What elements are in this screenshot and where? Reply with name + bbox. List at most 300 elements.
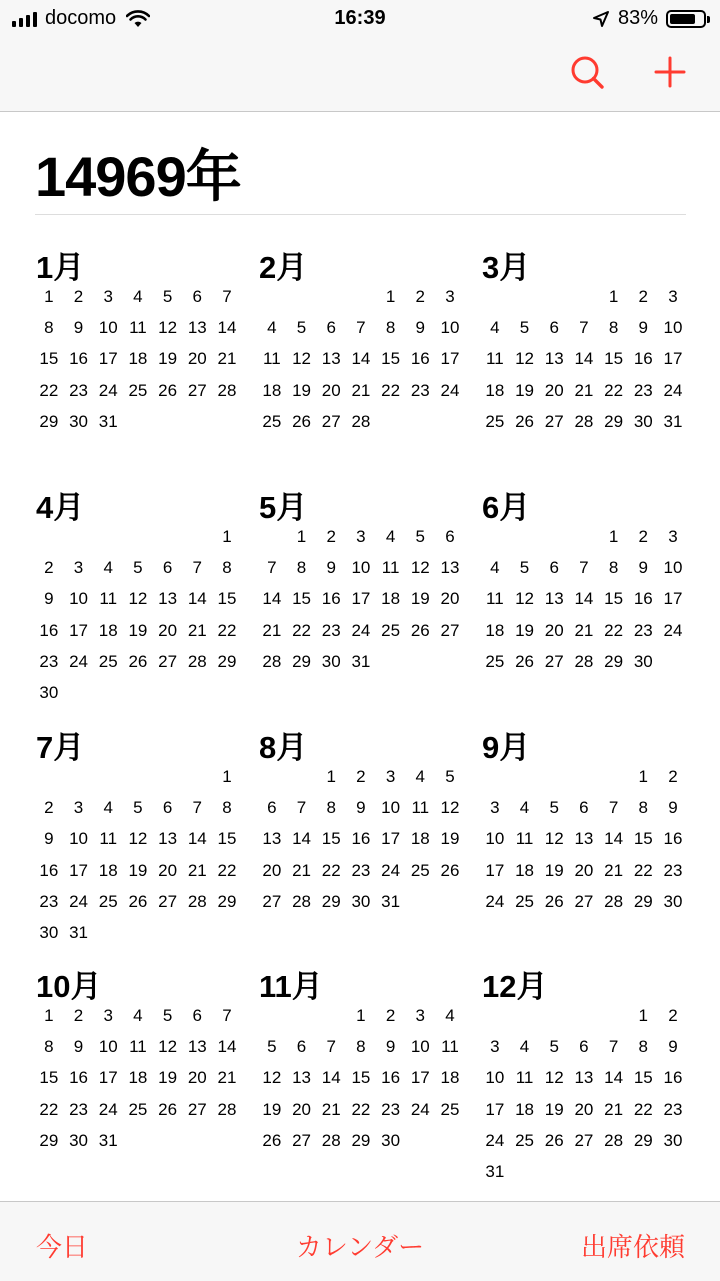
month-february[interactable]	[257, 250, 477, 437]
day-cell[interactable]: 2	[44, 558, 54, 578]
day-cell[interactable]: 7	[579, 318, 589, 338]
day-cell[interactable]: 21	[574, 620, 594, 640]
day-cell[interactable]: 29	[604, 651, 624, 671]
month-november[interactable]	[257, 969, 477, 1156]
day-cell[interactable]: 10	[663, 558, 683, 578]
day-cell[interactable]: 5	[549, 798, 559, 818]
month-march[interactable]	[480, 250, 700, 437]
day-cell[interactable]: 22	[39, 380, 59, 400]
day-cell[interactable]: 22	[217, 620, 237, 640]
day-cell[interactable]: 10	[98, 318, 118, 338]
day-cell[interactable]: 3	[356, 527, 366, 546]
day-cell[interactable]: 16	[69, 1068, 88, 1088]
day-cell[interactable]: 26	[128, 651, 148, 671]
day-cell[interactable]: 27	[262, 891, 282, 911]
day-cell[interactable]: 23	[39, 891, 59, 911]
day-cell[interactable]: 14	[262, 589, 282, 609]
month-june[interactable]	[480, 490, 700, 677]
day-cell[interactable]: 22	[217, 860, 237, 880]
day-cell[interactable]: 27	[440, 620, 460, 640]
day-cell[interactable]: 12	[544, 1068, 564, 1088]
day-cell[interactable]: 21	[217, 1068, 237, 1088]
day-cell[interactable]: 5	[133, 798, 143, 818]
day-cell[interactable]: 21	[604, 1099, 624, 1119]
day-cell[interactable]: 20	[544, 380, 564, 400]
day-cell[interactable]: 30	[663, 1130, 683, 1150]
day-cell[interactable]: 25	[515, 891, 534, 911]
day-cell[interactable]: 12	[292, 349, 311, 369]
day-cell[interactable]: 17	[485, 1099, 505, 1119]
day-cell[interactable]: 5	[267, 1037, 277, 1057]
day-cell[interactable]: 6	[326, 318, 336, 338]
day-cell[interactable]: 27	[544, 651, 564, 671]
day-cell[interactable]: 4	[133, 287, 143, 306]
day-cell[interactable]: 7	[326, 1037, 336, 1057]
day-cell[interactable]: 21	[262, 620, 282, 640]
day-cell[interactable]: 28	[187, 891, 207, 911]
day-cell[interactable]: 28	[262, 651, 282, 671]
day-cell[interactable]: 12	[515, 589, 534, 609]
day-cell[interactable]: 26	[158, 380, 178, 400]
day-cell[interactable]: 28	[604, 1130, 624, 1150]
day-cell[interactable]: 6	[162, 558, 173, 578]
day-cell[interactable]: 4	[519, 1037, 530, 1057]
day-cell[interactable]: 26	[262, 1130, 282, 1150]
day-cell[interactable]: 3	[385, 767, 396, 786]
day-cell[interactable]: 7	[608, 1037, 619, 1057]
day-cell[interactable]: 9	[668, 798, 678, 818]
day-cell[interactable]: 1	[608, 287, 619, 306]
day-cell[interactable]: 23	[381, 1099, 401, 1119]
day-cell[interactable]: 17	[485, 860, 505, 880]
day-cell[interactable]: 10	[351, 558, 371, 578]
day-cell[interactable]: 2	[44, 798, 54, 818]
day-cell[interactable]: 26	[128, 891, 148, 911]
day-cell[interactable]: 4	[415, 767, 426, 786]
day-cell[interactable]: 6	[549, 318, 559, 338]
day-cell[interactable]: 15	[633, 1068, 653, 1088]
day-cell[interactable]: 5	[133, 558, 143, 578]
day-cell[interactable]: 23	[633, 620, 653, 640]
day-cell[interactable]: 31	[98, 1130, 118, 1150]
day-cell[interactable]: 29	[217, 891, 237, 911]
day-cell[interactable]: 24	[485, 1130, 505, 1150]
day-cell[interactable]: 31	[663, 411, 683, 431]
day-cell[interactable]: 4	[519, 798, 530, 818]
day-cell[interactable]: 30	[69, 1130, 88, 1150]
tab-calendars[interactable]: カレンダー	[295, 1232, 425, 1262]
day-cell[interactable]: 6	[296, 1037, 307, 1057]
day-cell[interactable]: 24	[440, 380, 460, 400]
day-cell[interactable]: 4	[385, 527, 396, 546]
day-cell[interactable]: 1	[296, 527, 307, 546]
day-cell[interactable]: 27	[158, 891, 178, 911]
day-cell[interactable]: 20	[544, 620, 564, 640]
add-event-button[interactable]	[648, 52, 692, 96]
day-cell[interactable]: 22	[604, 380, 624, 400]
day-cell[interactable]: 18	[515, 1099, 534, 1119]
day-cell[interactable]: 8	[222, 558, 232, 578]
day-cell[interactable]: 19	[128, 620, 148, 640]
day-cell[interactable]: 14	[604, 829, 624, 849]
day-cell[interactable]: 23	[69, 380, 88, 400]
day-cell[interactable]: 21	[187, 860, 207, 880]
day-cell[interactable]: 16	[663, 829, 683, 849]
day-cell[interactable]: 2	[668, 1006, 678, 1025]
day-cell[interactable]: 18	[515, 860, 534, 880]
day-cell[interactable]: 9	[44, 829, 54, 849]
day-cell[interactable]: 10	[663, 318, 683, 338]
day-cell[interactable]: 25	[98, 651, 118, 671]
day-cell[interactable]: 31	[69, 922, 88, 942]
day-cell[interactable]: 12	[128, 829, 148, 849]
day-cell[interactable]: 1	[638, 1006, 649, 1025]
day-cell[interactable]: 14	[574, 589, 594, 609]
day-cell[interactable]: 7	[222, 1006, 232, 1025]
day-cell[interactable]: 12	[128, 589, 148, 609]
day-cell[interactable]: 12	[262, 1068, 282, 1088]
day-cell[interactable]: 16	[663, 1068, 683, 1088]
day-cell[interactable]: 22	[381, 380, 401, 400]
day-cell[interactable]: 13	[544, 349, 564, 369]
day-cell[interactable]: 23	[351, 860, 371, 880]
day-cell[interactable]: 21	[351, 380, 371, 400]
day-cell[interactable]: 11	[263, 349, 281, 369]
day-cell[interactable]: 25	[515, 1130, 534, 1150]
day-cell[interactable]: 11	[411, 798, 430, 818]
day-cell[interactable]: 4	[103, 798, 113, 818]
day-cell[interactable]: 8	[44, 318, 54, 338]
day-cell[interactable]: 24	[69, 891, 88, 911]
day-cell[interactable]: 24	[381, 860, 401, 880]
day-cell[interactable]: 27	[544, 411, 564, 431]
day-cell[interactable]: 1	[222, 767, 232, 786]
day-cell[interactable]: 8	[296, 558, 307, 578]
day-cell[interactable]: 6	[579, 1037, 589, 1057]
day-cell[interactable]: 30	[321, 651, 341, 671]
day-cell[interactable]: 16	[410, 349, 430, 369]
day-cell[interactable]: 15	[381, 349, 401, 369]
day-cell[interactable]: 14	[187, 829, 207, 849]
day-cell[interactable]: 5	[162, 287, 173, 306]
day-cell[interactable]: 22	[292, 620, 311, 640]
day-cell[interactable]: 10	[485, 829, 505, 849]
day-cell[interactable]: 22	[39, 1099, 59, 1119]
day-cell[interactable]: 12	[544, 829, 564, 849]
day-cell[interactable]: 28	[217, 380, 237, 400]
day-cell[interactable]: 29	[321, 891, 341, 911]
day-cell[interactable]: 1	[44, 1006, 54, 1025]
day-cell[interactable]: 28	[217, 1099, 237, 1119]
day-cell[interactable]: 26	[515, 411, 534, 431]
day-cell[interactable]: 13	[187, 318, 207, 338]
tab-today[interactable]: 今日	[36, 1232, 89, 1262]
day-cell[interactable]: 3	[490, 1037, 500, 1057]
day-cell[interactable]: 5	[162, 1006, 173, 1025]
day-cell[interactable]: 29	[633, 891, 653, 911]
day-cell[interactable]: 27	[187, 380, 207, 400]
day-cell[interactable]: 29	[351, 1130, 371, 1150]
day-cell[interactable]: 25	[98, 891, 118, 911]
day-cell[interactable]: 28	[574, 651, 594, 671]
day-cell[interactable]: 3	[415, 1006, 426, 1025]
day-cell[interactable]: 15	[292, 589, 311, 609]
day-cell[interactable]: 27	[187, 1099, 207, 1119]
day-cell[interactable]: 28	[321, 1130, 341, 1150]
day-cell[interactable]: 31	[351, 651, 371, 671]
day-cell[interactable]: 2	[385, 1006, 396, 1025]
day-cell[interactable]: 27	[574, 891, 594, 911]
day-cell[interactable]: 2	[638, 527, 649, 546]
day-cell[interactable]: 10	[69, 829, 88, 849]
day-cell[interactable]: 17	[98, 1068, 118, 1088]
day-cell[interactable]: 10	[485, 1068, 505, 1088]
day-cell[interactable]: 24	[98, 1099, 118, 1119]
day-cell[interactable]: 21	[187, 620, 207, 640]
month-september[interactable]	[480, 730, 700, 917]
day-cell[interactable]: 14	[604, 1068, 624, 1088]
day-cell[interactable]: 9	[44, 589, 54, 609]
month-december[interactable]	[480, 969, 700, 1187]
day-cell[interactable]: 13	[158, 829, 178, 849]
day-cell[interactable]: 26	[158, 1099, 178, 1119]
day-cell[interactable]: 12	[158, 1037, 178, 1057]
day-cell[interactable]: 20	[158, 620, 178, 640]
day-cell[interactable]: 8	[222, 798, 232, 818]
day-cell[interactable]: 22	[351, 1099, 371, 1119]
day-cell[interactable]: 5	[519, 558, 530, 578]
day-cell[interactable]: 11	[486, 589, 504, 609]
month-may[interactable]	[257, 490, 477, 677]
day-cell[interactable]: 6	[162, 798, 173, 818]
day-cell[interactable]: 15	[604, 349, 624, 369]
day-cell[interactable]: 1	[608, 527, 619, 546]
month-april[interactable]	[34, 490, 254, 708]
day-cell[interactable]: 21	[574, 380, 594, 400]
day-cell[interactable]: 18	[128, 1068, 148, 1088]
day-cell[interactable]: 29	[39, 411, 59, 431]
day-cell[interactable]: 19	[440, 829, 460, 849]
day-cell[interactable]: 10	[69, 589, 88, 609]
day-cell[interactable]: 6	[579, 798, 589, 818]
day-cell[interactable]: 7	[192, 798, 203, 818]
day-cell[interactable]: 16	[633, 349, 653, 369]
day-cell[interactable]: 17	[440, 349, 460, 369]
day-cell[interactable]: 9	[385, 1037, 396, 1057]
day-cell[interactable]: 31	[98, 411, 118, 431]
day-cell[interactable]: 3	[103, 287, 113, 306]
day-cell[interactable]: 25	[128, 380, 148, 400]
day-cell[interactable]: 24	[69, 651, 88, 671]
day-cell[interactable]: 26	[440, 860, 460, 880]
day-cell[interactable]: 13	[187, 1037, 207, 1057]
day-cell[interactable]: 25	[410, 860, 430, 880]
day-cell[interactable]: 10	[440, 318, 460, 338]
day-cell[interactable]: 14	[217, 318, 237, 338]
day-cell[interactable]: 25	[262, 411, 282, 431]
day-cell[interactable]: 11	[515, 829, 534, 849]
day-cell[interactable]: 30	[381, 1130, 401, 1150]
day-cell[interactable]: 4	[490, 318, 500, 338]
day-cell[interactable]: 23	[69, 1099, 88, 1119]
day-cell[interactable]: 30	[633, 411, 653, 431]
day-cell[interactable]: 12	[515, 349, 534, 369]
day-cell[interactable]: 17	[663, 349, 683, 369]
day-cell[interactable]: 7	[608, 798, 619, 818]
day-cell[interactable]: 5	[519, 318, 530, 338]
day-cell[interactable]: 1	[44, 287, 54, 306]
day-cell[interactable]: 6	[192, 1006, 203, 1025]
day-cell[interactable]: 8	[385, 318, 396, 338]
day-cell[interactable]: 3	[668, 527, 678, 546]
day-cell[interactable]: 24	[410, 1099, 430, 1119]
day-cell[interactable]: 19	[128, 860, 148, 880]
day-cell[interactable]: 12	[410, 558, 430, 578]
day-cell[interactable]: 7	[296, 798, 307, 818]
day-cell[interactable]: 20	[321, 380, 341, 400]
day-cell[interactable]: 16	[633, 589, 653, 609]
day-cell[interactable]: 17	[98, 349, 118, 369]
day-cell[interactable]: 17	[663, 589, 683, 609]
month-january[interactable]	[34, 250, 254, 437]
day-cell[interactable]: 24	[98, 380, 118, 400]
day-cell[interactable]: 5	[549, 1037, 559, 1057]
day-cell[interactable]: 27	[574, 1130, 594, 1150]
day-cell[interactable]: 18	[262, 380, 282, 400]
day-cell[interactable]: 7	[267, 558, 277, 578]
day-cell[interactable]: 11	[99, 829, 118, 849]
day-cell[interactable]: 6	[267, 798, 277, 818]
day-cell[interactable]: 29	[217, 651, 237, 671]
day-cell[interactable]: 26	[292, 411, 311, 431]
day-cell[interactable]: 15	[217, 589, 237, 609]
day-cell[interactable]: 4	[490, 558, 500, 578]
day-cell[interactable]: 26	[410, 620, 430, 640]
day-cell[interactable]: 13	[158, 589, 178, 609]
day-cell[interactable]: 2	[326, 527, 336, 546]
day-cell[interactable]: 19	[410, 589, 430, 609]
day-cell[interactable]: 19	[544, 860, 564, 880]
day-cell[interactable]: 27	[292, 1130, 311, 1150]
day-cell[interactable]: 19	[544, 1099, 564, 1119]
day-cell[interactable]: 1	[356, 1006, 366, 1025]
day-cell[interactable]: 11	[381, 558, 400, 578]
day-cell[interactable]: 28	[351, 411, 371, 431]
day-cell[interactable]: 15	[604, 589, 624, 609]
day-cell[interactable]: 19	[515, 380, 534, 400]
day-cell[interactable]: 3	[668, 287, 678, 306]
day-cell[interactable]: 28	[187, 651, 207, 671]
day-cell[interactable]: 9	[73, 318, 84, 338]
day-cell[interactable]: 27	[158, 651, 178, 671]
day-cell[interactable]: 2	[73, 1006, 84, 1025]
day-cell[interactable]: 19	[262, 1099, 282, 1119]
day-cell[interactable]: 9	[356, 798, 366, 818]
day-cell[interactable]: 18	[98, 860, 118, 880]
day-cell[interactable]: 25	[485, 411, 505, 431]
day-cell[interactable]: 25	[440, 1099, 460, 1119]
day-cell[interactable]: 2	[356, 767, 366, 786]
day-cell[interactable]: 15	[39, 1068, 59, 1088]
day-cell[interactable]: 18	[440, 1068, 460, 1088]
day-cell[interactable]: 9	[73, 1037, 84, 1057]
day-cell[interactable]: 13	[544, 589, 564, 609]
day-cell[interactable]: 27	[321, 411, 341, 431]
day-cell[interactable]: 25	[381, 620, 401, 640]
month-july[interactable]	[34, 730, 254, 948]
day-cell[interactable]: 16	[39, 620, 59, 640]
day-cell[interactable]: 3	[73, 558, 84, 578]
day-cell[interactable]: 10	[98, 1037, 118, 1057]
day-cell[interactable]: 25	[128, 1099, 148, 1119]
day-cell[interactable]: 11	[441, 1037, 459, 1057]
day-cell[interactable]: 18	[381, 589, 401, 609]
day-cell[interactable]: 23	[663, 1099, 683, 1119]
day-cell[interactable]: 14	[292, 829, 311, 849]
day-cell[interactable]: 8	[608, 318, 619, 338]
day-cell[interactable]: 16	[321, 589, 341, 609]
day-cell[interactable]: 29	[633, 1130, 653, 1150]
day-cell[interactable]: 13	[262, 829, 282, 849]
day-cell[interactable]: 29	[292, 651, 311, 671]
day-cell[interactable]: 17	[69, 860, 88, 880]
day-cell[interactable]: 30	[69, 411, 88, 431]
day-cell[interactable]: 1	[385, 287, 396, 306]
day-cell[interactable]: 23	[410, 380, 430, 400]
day-cell[interactable]: 24	[485, 891, 505, 911]
day-cell[interactable]: 1	[326, 767, 336, 786]
day-cell[interactable]: 18	[98, 620, 118, 640]
day-cell[interactable]: 9	[326, 558, 336, 578]
day-cell[interactable]: 28	[574, 411, 594, 431]
day-cell[interactable]: 13	[292, 1068, 311, 1088]
day-cell[interactable]: 1	[222, 527, 232, 546]
day-cell[interactable]: 2	[73, 287, 84, 306]
day-cell[interactable]: 3	[73, 798, 84, 818]
day-cell[interactable]: 23	[633, 380, 653, 400]
day-cell[interactable]: 14	[187, 589, 207, 609]
day-cell[interactable]: 21	[604, 860, 624, 880]
day-cell[interactable]: 14	[574, 349, 594, 369]
day-cell[interactable]: 8	[44, 1037, 54, 1057]
day-cell[interactable]: 17	[351, 589, 371, 609]
day-cell[interactable]: 20	[292, 1099, 311, 1119]
day-cell[interactable]: 6	[445, 527, 455, 546]
day-cell[interactable]: 15	[633, 829, 653, 849]
day-cell[interactable]: 18	[485, 620, 505, 640]
day-cell[interactable]: 16	[69, 349, 88, 369]
day-cell[interactable]: 19	[515, 620, 534, 640]
day-cell[interactable]: 8	[638, 1037, 649, 1057]
day-cell[interactable]: 2	[668, 767, 678, 786]
day-cell[interactable]: 16	[351, 829, 371, 849]
day-cell[interactable]: 9	[638, 318, 649, 338]
month-october[interactable]	[34, 969, 254, 1156]
day-cell[interactable]: 4	[267, 318, 277, 338]
day-cell[interactable]: 2	[415, 287, 426, 306]
day-cell[interactable]: 16	[381, 1068, 401, 1088]
day-cell[interactable]: 13	[574, 829, 594, 849]
day-cell[interactable]: 28	[604, 891, 624, 911]
day-cell[interactable]: 13	[440, 558, 460, 578]
day-cell[interactable]: 23	[663, 860, 683, 880]
day-cell[interactable]: 24	[663, 620, 683, 640]
day-cell[interactable]: 20	[187, 349, 207, 369]
day-cell[interactable]: 13	[321, 349, 341, 369]
day-cell[interactable]: 5	[296, 318, 307, 338]
day-cell[interactable]: 14	[217, 1037, 237, 1057]
day-cell[interactable]: 30	[39, 922, 59, 942]
